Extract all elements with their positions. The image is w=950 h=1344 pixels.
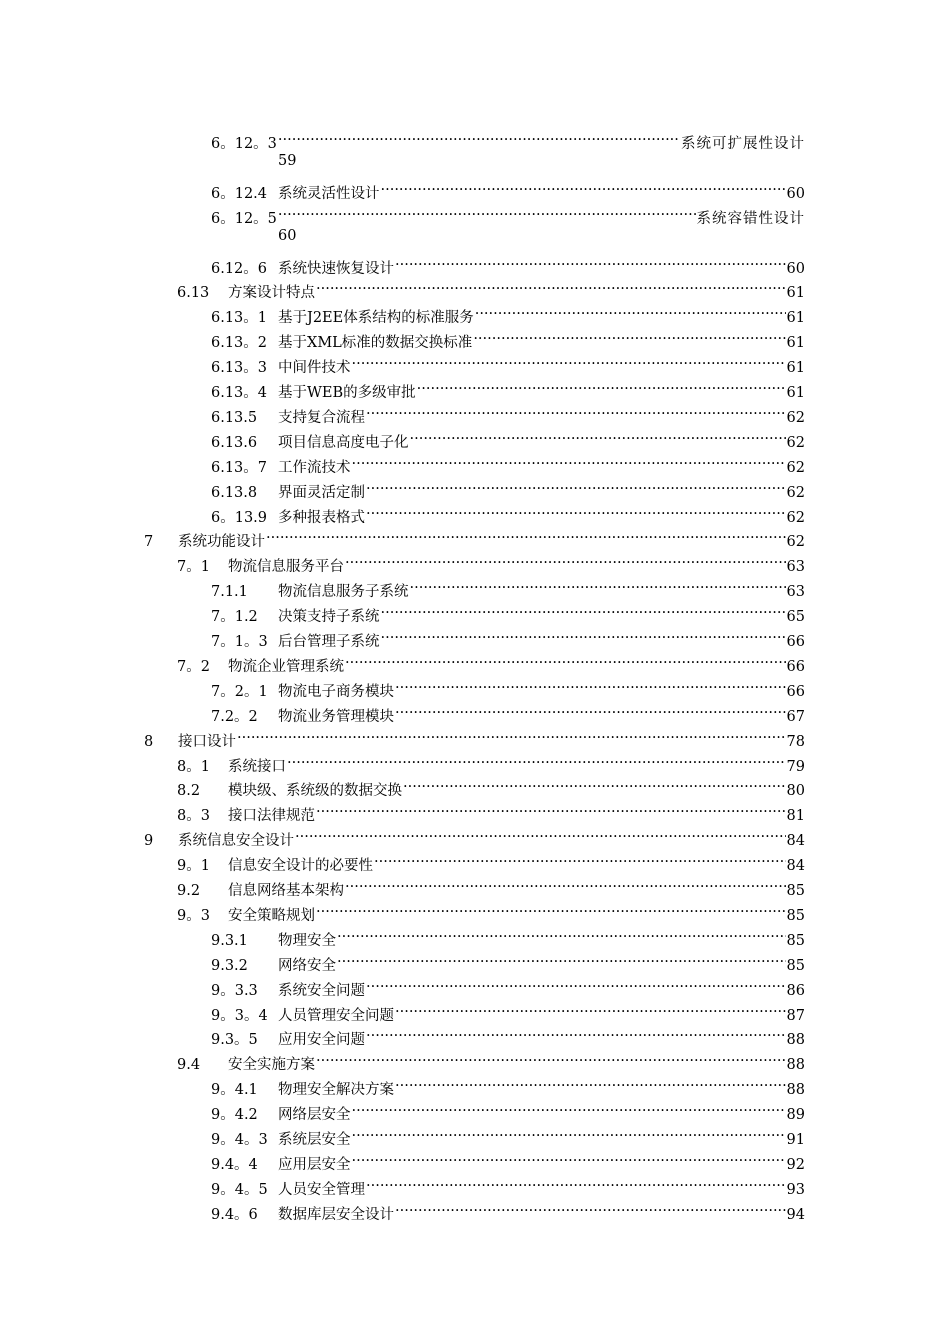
toc-entry-title: 中间件技术 xyxy=(278,360,351,377)
toc-leader-dots xyxy=(366,971,786,995)
toc-leader-dots xyxy=(352,448,786,472)
toc-entry-title: 系统灵活性设计 xyxy=(278,185,380,202)
toc-leader-dots xyxy=(316,1045,786,1069)
toc-entry-title: 人员安全管理 xyxy=(278,1181,365,1198)
toc-entry-number: 9。4.1 xyxy=(211,1082,258,1099)
toc-entry-number: 8。1 xyxy=(177,758,210,775)
toc-entry[interactable] xyxy=(211,572,805,601)
toc-entry-title: 系统容错性设计 xyxy=(696,210,805,227)
toc-entry-page: 85 xyxy=(786,883,805,899)
toc-leader-dots xyxy=(395,672,786,696)
toc-entry-title: 安全策略规划 xyxy=(228,907,315,924)
toc-entry-title: 接口法律规范 xyxy=(228,808,315,825)
toc-entry-page: 63 xyxy=(786,584,805,601)
toc-leader-dots xyxy=(395,249,786,273)
toc-leader-dots xyxy=(366,473,786,497)
toc-entry-number: 9.3.1 xyxy=(211,932,248,949)
toc-leader-dots xyxy=(410,423,786,447)
toc-entry-page: 88 xyxy=(786,1057,805,1074)
toc-entry-number: 6.13。2 xyxy=(211,335,268,352)
toc-entry-title: 系统安全问题 xyxy=(278,982,365,999)
toc-entry-title: 支持复合流程 xyxy=(278,409,365,426)
toc-entry-page: 66 xyxy=(786,634,805,650)
toc-entry-number: 6.13.8 xyxy=(211,484,258,501)
toc-entry-title: 系统接口 xyxy=(228,758,286,775)
toc-entry[interactable] xyxy=(177,871,805,899)
toc-entry-number: 6.13.5 xyxy=(211,409,258,426)
toc-entry-title: 系统层安全 xyxy=(278,1132,351,1148)
toc-entry-page: 62 xyxy=(786,484,805,501)
toc-entry[interactable] xyxy=(211,1145,805,1173)
toc-leader-dots xyxy=(374,846,786,870)
toc-entry-title: 系统可扩展性设计 xyxy=(681,136,805,152)
toc-entry-number: 6.13 xyxy=(177,285,210,302)
toc-leader-dots xyxy=(278,199,696,223)
toc-entry-page: 59 xyxy=(278,152,297,169)
toc-leader-dots xyxy=(278,124,680,148)
toc-entry-page: 85 xyxy=(786,907,805,924)
toc-entry-page: 60 xyxy=(278,227,297,244)
toc-entry[interactable] xyxy=(177,771,805,800)
toc-entry-title: 界面灵活定制 xyxy=(278,484,365,501)
toc-entry-number: 6。12.4 xyxy=(211,185,268,202)
toc-entry-number: 6.13.6 xyxy=(211,434,258,451)
toc-entry-title: 基于XML标准的数据交换标准 xyxy=(278,335,473,352)
toc-entry[interactable] xyxy=(177,273,805,302)
toc-entry-number: 9.3。5 xyxy=(211,1032,258,1049)
toc-entry-page: 84 xyxy=(786,833,805,850)
toc-entry-number: 6。12。5 xyxy=(211,210,277,227)
toc-leader-dots xyxy=(395,1070,786,1094)
toc-entry-page: 81 xyxy=(786,808,805,825)
toc-entry-page: 67 xyxy=(786,708,805,725)
toc-entry-title: 基于J2EE体系结构的标准服务 xyxy=(278,310,474,327)
toc-entry-title: 网络层安全 xyxy=(278,1107,351,1124)
toc-entry[interactable] xyxy=(211,174,805,202)
toc-leader-dots xyxy=(381,622,786,646)
toc-entry-number: 8.2 xyxy=(177,783,201,800)
toc-entry-title: 网络安全 xyxy=(278,957,336,974)
toc-entry[interactable] xyxy=(211,323,805,352)
toc-entry[interactable] xyxy=(211,697,805,725)
toc-entry-number: 9。4。5 xyxy=(211,1181,268,1198)
toc-entry-number: 9.4。4 xyxy=(211,1156,258,1173)
toc-entry-page: 62 xyxy=(786,534,805,551)
toc-entry-number: 9。3。4 xyxy=(211,1007,268,1024)
toc-entry-title: 数据库层安全设计 xyxy=(278,1206,394,1223)
toc-entry-title: 物理安全 xyxy=(278,932,336,949)
toc-entry-number: 9。3 xyxy=(177,907,210,924)
toc-entry-page: 66 xyxy=(786,658,805,675)
toc-leader-dots xyxy=(403,771,786,795)
toc-entry-number: 7.1.1 xyxy=(211,584,248,601)
toc-entry-number: 6.13。3 xyxy=(211,360,268,377)
toc-entry-title: 项目信息高度电子化 xyxy=(278,434,409,451)
toc-entry-title: 信息网络基本架构 xyxy=(228,883,344,899)
toc-entry[interactable] xyxy=(177,896,805,924)
toc-leader-dots xyxy=(316,896,786,920)
toc-entry[interactable] xyxy=(211,373,805,401)
toc-entry-number: 6。13.9 xyxy=(211,509,268,526)
toc-entry[interactable] xyxy=(211,348,805,377)
toc-entry-page: 61 xyxy=(786,360,805,377)
toc-leader-dots xyxy=(366,1170,786,1194)
toc-entry-title: 应用安全问题 xyxy=(278,1032,365,1049)
toc-entry-number: 9 xyxy=(144,833,154,850)
toc-entry[interactable] xyxy=(211,448,805,476)
toc-entry-page: 93 xyxy=(786,1181,805,1198)
toc-entry-title: 系统功能设计 xyxy=(178,534,265,551)
toc-entry[interactable] xyxy=(211,622,805,650)
toc-leader-dots xyxy=(345,871,786,895)
toc-entry-page: 86 xyxy=(786,982,805,999)
toc-leader-dots xyxy=(473,323,785,347)
toc-entry-page: 94 xyxy=(786,1206,805,1223)
toc-entry[interactable] xyxy=(211,423,805,451)
toc-entry[interactable] xyxy=(177,1045,805,1074)
toc-entry-page: 62 xyxy=(786,409,805,426)
toc-entry-title: 物流信息服务子系统 xyxy=(278,584,409,601)
toc-entry-number: 6.12。6 xyxy=(211,260,268,277)
toc-entry-title: 物理安全解决方案 xyxy=(278,1082,394,1099)
toc-entry-title: 系统快速恢复设计 xyxy=(278,260,394,277)
toc-entry[interactable] xyxy=(211,124,805,152)
toc-entry-page: 63 xyxy=(786,559,805,576)
toc-leader-dots xyxy=(395,697,786,721)
toc-entry-number: 9.3.2 xyxy=(211,957,248,974)
toc-leader-dots xyxy=(410,572,786,596)
toc-entry[interactable] xyxy=(211,996,805,1024)
toc-entry-page: 78 xyxy=(786,733,805,750)
toc-entry[interactable] xyxy=(211,1120,805,1148)
toc-entry-title: 后台管理子系统 xyxy=(278,634,380,650)
toc-entry-page: 87 xyxy=(786,1007,805,1024)
toc-entry-page: 62 xyxy=(786,434,805,451)
toc-leader-dots xyxy=(381,597,786,621)
toc-entry-page: 88 xyxy=(786,1082,805,1099)
toc-entry-page: 80 xyxy=(786,783,805,800)
toc-leader-dots xyxy=(287,747,786,771)
toc-entry-title: 人员管理安全问题 xyxy=(278,1007,394,1024)
toc-leader-dots xyxy=(395,1195,786,1219)
toc-entry[interactable] xyxy=(211,298,805,327)
toc-entry-title: 信息安全设计的必要性 xyxy=(228,858,373,875)
toc-leader-dots xyxy=(352,1095,786,1119)
toc-entry-page: 62 xyxy=(786,509,805,526)
toc-entry[interactable] xyxy=(144,522,805,551)
toc-entry-page: 89 xyxy=(786,1107,805,1124)
toc-entry-number: 9。3.3 xyxy=(211,982,258,999)
toc-entry-page: 60 xyxy=(786,185,805,202)
toc-entry[interactable] xyxy=(144,722,805,750)
toc-leader-dots xyxy=(316,796,786,820)
toc-entry-page: 88 xyxy=(786,1032,805,1049)
toc-entry-number: 6.13。1 xyxy=(211,310,268,327)
toc-entry-number: 9。1 xyxy=(177,858,210,875)
toc-leader-dots xyxy=(381,174,786,198)
toc-leader-dots xyxy=(345,647,786,671)
toc-entry-page: 60 xyxy=(786,260,805,277)
toc-entry[interactable] xyxy=(177,747,805,775)
toc-leader-dots xyxy=(352,1145,786,1169)
toc-leader-dots xyxy=(366,498,786,522)
toc-entry[interactable] xyxy=(177,846,805,875)
toc-leader-dots xyxy=(352,1120,786,1144)
toc-leader-dots xyxy=(266,522,786,546)
toc-entry-title: 安全实施方案 xyxy=(228,1057,315,1074)
toc-entry[interactable] xyxy=(211,249,805,277)
toc-entry-page: 66 xyxy=(786,683,805,700)
toc-leader-dots xyxy=(366,1020,786,1044)
toc-entry-title: 物流电子商务模块 xyxy=(278,683,394,700)
toc-leader-dots xyxy=(316,273,786,297)
toc-entry-number: 6。12。3 xyxy=(211,136,277,152)
toc-entry-number: 7 xyxy=(144,534,154,551)
toc-leader-dots xyxy=(237,722,786,746)
toc-leader-dots xyxy=(337,921,786,945)
toc-entry-page: 62 xyxy=(786,459,805,476)
toc-entry-number: 7。2。1 xyxy=(211,683,268,700)
toc-entry-number: 7。1 xyxy=(177,559,210,576)
toc-entry-page: 61 xyxy=(786,285,805,302)
toc-leader-dots xyxy=(345,547,786,571)
toc-entry[interactable] xyxy=(211,398,805,426)
toc-entry-page: 61 xyxy=(786,310,805,327)
toc-entry-page: 91 xyxy=(786,1132,805,1148)
toc-entry[interactable] xyxy=(211,498,805,526)
toc-entry-title: 模块级、系统级的数据交换 xyxy=(228,783,402,800)
toc-leader-dots xyxy=(337,946,786,970)
toc-entry-page: 92 xyxy=(786,1156,805,1173)
toc-entry[interactable] xyxy=(211,1095,805,1124)
toc-entry-number: 9。4.2 xyxy=(211,1107,258,1124)
toc-entry-title: 物流企业管理系统 xyxy=(228,658,344,675)
toc-entry-number: 7.2。2 xyxy=(211,708,258,725)
toc-entry-number: 9.4 xyxy=(177,1057,201,1074)
toc-entry[interactable] xyxy=(211,199,805,227)
toc-entry[interactable] xyxy=(211,672,805,700)
toc-entry-page: 85 xyxy=(786,932,805,949)
toc-entry-title: 多种报表格式 xyxy=(278,509,365,526)
toc-entry-title: 接口设计 xyxy=(178,733,236,750)
toc-entry[interactable] xyxy=(211,921,805,949)
toc-entry[interactable] xyxy=(177,647,805,675)
toc-entry[interactable] xyxy=(211,1020,805,1049)
toc-entry-number: 8 xyxy=(144,733,154,750)
toc-entry[interactable] xyxy=(177,547,805,576)
toc-entry-page: 79 xyxy=(786,758,805,775)
toc-entry-title: 物流信息服务平台 xyxy=(228,559,344,576)
toc-entry-title: 物流业务管理模块 xyxy=(278,708,394,725)
toc-entry[interactable] xyxy=(144,821,805,850)
toc-entry-number: 7。1.2 xyxy=(211,609,258,626)
toc-entry-title: 方案设计特点 xyxy=(228,285,315,302)
toc-entry-page: 84 xyxy=(786,858,805,875)
toc-entry[interactable] xyxy=(211,971,805,999)
toc-entry-title: 系统信息安全设计 xyxy=(178,833,294,850)
toc-entry-number: 9。4。3 xyxy=(211,1132,268,1148)
toc-leader-dots xyxy=(417,373,786,397)
toc-leader-dots xyxy=(475,298,786,322)
toc-entry-number: 7。2 xyxy=(177,658,210,675)
toc-entry-page: 61 xyxy=(786,335,805,352)
toc-entry-title: 应用层安全 xyxy=(278,1156,351,1173)
toc-entry[interactable] xyxy=(211,1170,805,1198)
toc-entry-number: 9.2 xyxy=(177,883,201,899)
toc-entry-page: 61 xyxy=(786,385,805,401)
toc-entry[interactable] xyxy=(211,1195,805,1223)
toc-entry[interactable] xyxy=(211,1070,805,1099)
toc-entry-number: 6.13。4 xyxy=(211,385,268,401)
toc-entry-title: 决策支持子系统 xyxy=(278,609,380,626)
toc-leader-dots xyxy=(352,348,786,372)
toc-entry[interactable] xyxy=(177,796,805,825)
toc-entry-number: 7。1。3 xyxy=(211,634,268,650)
toc-entry[interactable] xyxy=(211,946,805,974)
toc-entry-number: 6.13。7 xyxy=(211,459,268,476)
toc-entry[interactable] xyxy=(211,473,805,501)
toc-entry[interactable] xyxy=(211,597,805,626)
toc-leader-dots xyxy=(295,821,786,845)
toc-leader-dots xyxy=(366,398,786,422)
toc-entry-page: 65 xyxy=(786,609,805,626)
toc-leader-dots xyxy=(395,996,786,1020)
toc-entry-number: 9.4。6 xyxy=(211,1206,258,1223)
toc-entry-page: 85 xyxy=(786,957,805,974)
toc-entry-title: 基于WEB的多级审批 xyxy=(278,385,416,401)
toc-entry-title: 工作流技术 xyxy=(278,459,351,476)
toc-entry-number: 8。3 xyxy=(177,808,210,825)
